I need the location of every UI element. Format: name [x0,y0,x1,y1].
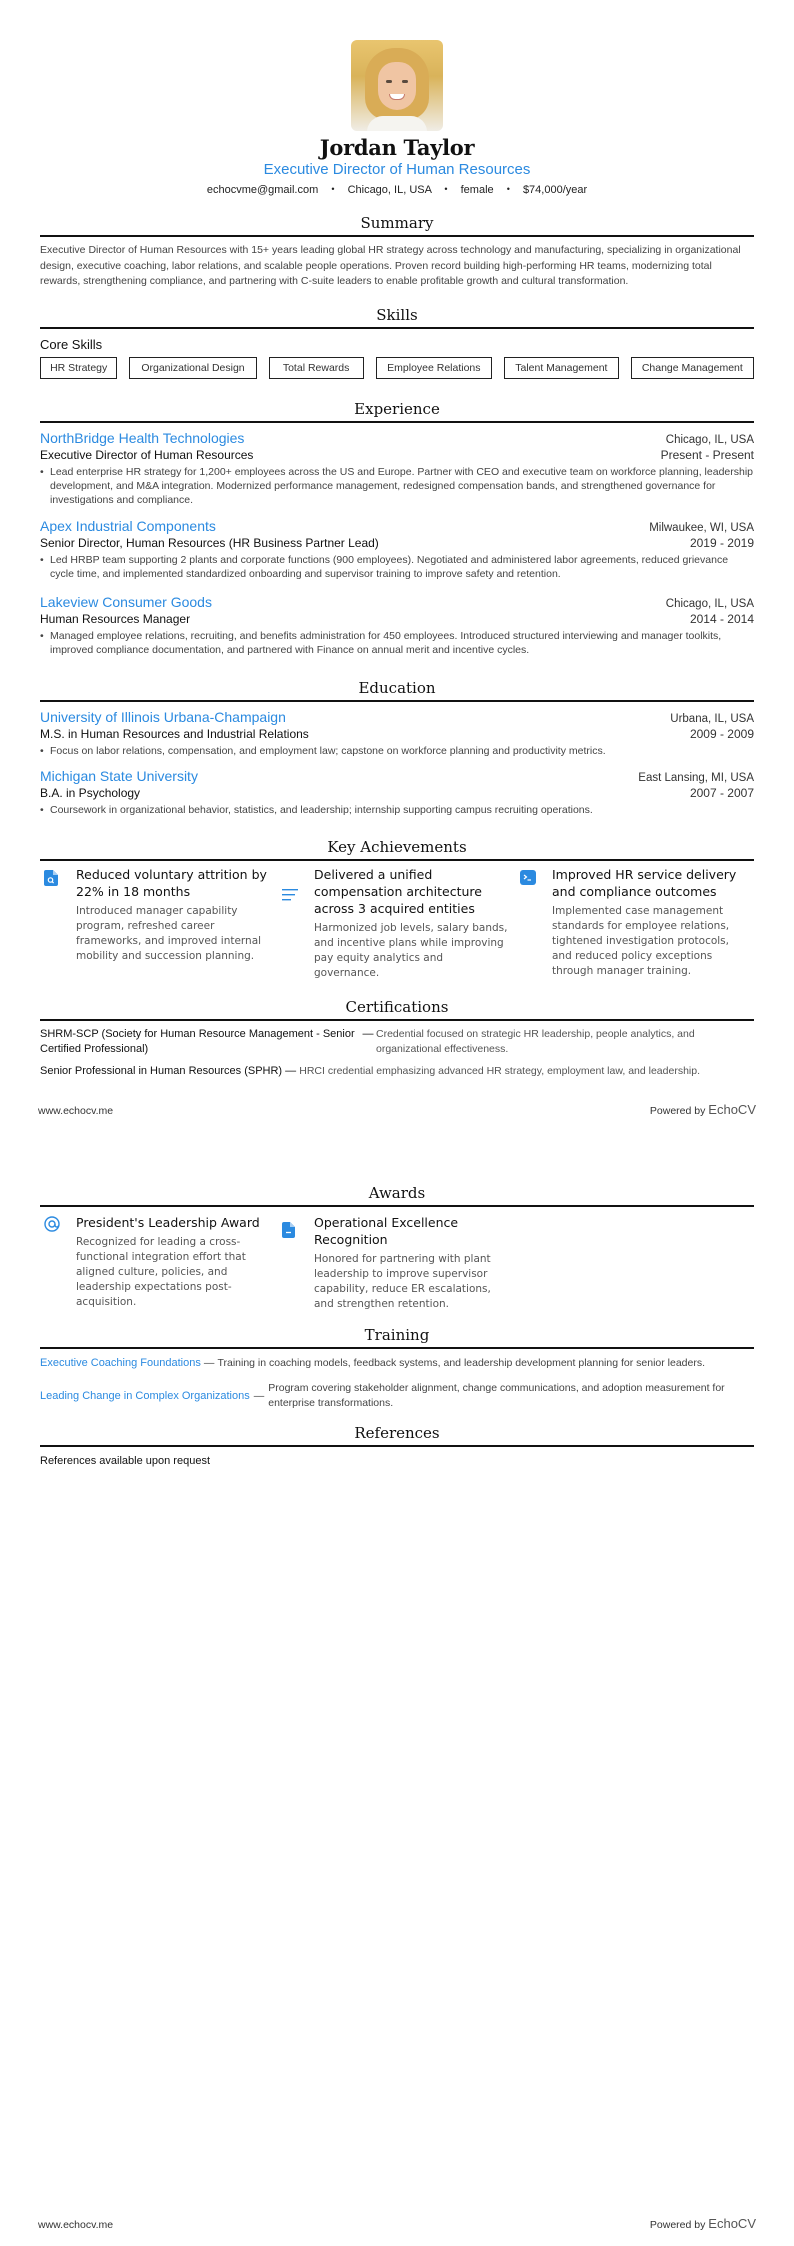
dash: — [203,1357,215,1369]
education-entry [40,768,754,817]
award-card [278,1214,516,1312]
dash: — [362,1028,374,1040]
awards-list [40,1214,754,1312]
bullet-icon: • [40,804,44,816]
award-desc: Honored for partnering with plant leadership to improve supervisor capability, reduce ER escalations, and strengthen retention. [314,1253,491,1310]
skill-chip: Total Rewards [269,357,364,379]
education-entry [40,709,754,758]
section-heading-skills: Skills [40,306,754,329]
achievement-card [516,866,754,981]
summary-text: Executive Director of Human Resources with 15+ years leading global HR strategy across technology and manufacturing, specializing in organizational design, executive coaching, labor relations, and scalable people operations. Proven record building high-performing HR teams, modernizing total rewards, strengthening compliance, and partnering with C-suite leaders to enable profitable growth and cultural transformation. [40,244,741,287]
footer-brand-link[interactable]: EchoCV [708,2216,756,2231]
separator-dot: • [331,184,335,194]
skill-chip: Talent Management [504,357,619,379]
job-location: Chicago, IL, USA [665,598,754,610]
company-name: Lakeview Consumer Goods [40,594,212,610]
terminal-icon [516,866,552,981]
section-heading-awards: Awards [40,1184,754,1207]
award-title: President's Leadership Award [76,1215,260,1230]
school-name: Michigan State University [40,768,198,784]
skills-group-label: Core Skills [40,337,103,352]
school-location: East Lansing, MI, USA [638,772,754,784]
file-search-icon [40,866,76,981]
footer-site-link[interactable]: www.echocv.me [38,2219,114,2231]
section-heading-summary: Summary [40,214,754,237]
job-location: Chicago, IL, USA [665,434,754,446]
skill-chip: Change Management [631,357,754,379]
candidate-name: Jordan Taylor [319,135,475,160]
profile-photo [351,40,443,131]
candidate-title: Executive Director of Human Resources [263,161,531,178]
contact-location: Chicago, IL, USA [347,184,432,196]
document-icon [278,1214,314,1312]
achievement-card [278,866,516,981]
job-bullet: • Managed employee relations, recruiting, and benefits administration for 450 employees. Introduced structured interviewing and manager toolkits, improved compliance documentation, and partnered with Finance on annual merit and incentive cycles. [40,630,722,656]
separator-dot: • [506,184,510,194]
job-dates: Present - Present [660,448,754,462]
section-heading-certifications: Certifications [40,998,754,1021]
award-desc: Recognized for leading a cross-functional integration effort that aligned culture, policies, and leadership expectations post-acquisition. [76,1236,246,1308]
achievement-desc: Introduced manager capability program, refreshed career frameworks, and improved internal mobility and succession planning. [76,905,262,962]
job-dates: 2014 - 2014 [689,612,754,626]
job-role: Executive Director of Human Resources [40,448,254,462]
achievement-title: Delivered a unified compensation architecture across 3 acquired entities [314,867,482,916]
certification-desc: HRCI credential emphasizing advanced HR strategy, employment law, and leadership. [299,1065,700,1077]
section-heading-achievements: Key Achievements [40,838,754,861]
company-name: NorthBridge Health Technologies [40,430,245,446]
degree: M.S. in Human Resources and Industrial Relations [40,727,309,741]
footer-site-link[interactable]: www.echocv.me [38,1105,114,1117]
achievement-card [40,866,278,981]
training-desc: Program covering stakeholder alignment, change communications, and adoption measurement for enterprise transformations. [268,1382,725,1409]
skills-chip-list [40,357,754,379]
lines-icon [278,866,314,981]
certification-desc: Credential focused on strategic HR leadership, people analytics, and organizational effectiveness. [376,1028,695,1055]
certification-name: Senior Professional in Human Resources (SPHR) [40,1065,283,1077]
bullet-icon: • [40,466,44,478]
contact-line [0,184,794,196]
resume-page-2 [0,1130,794,2246]
school-name: University of Illinois Urbana-Champaign [40,709,286,725]
dash: — [253,1389,265,1402]
bullet-icon: • [40,745,44,757]
job-bullet: • Lead enterprise HR strategy for 1,200+ employees across the US and Europe. Partner with CEO and executive team on workforce planning, leadership development, and M&A integration. Modernized performance management, redesigned compensation bands, and strengthened governance for investigations and compliance. [40,466,754,506]
skill-chip: Organizational Design [129,357,256,379]
achievement-title: Reduced voluntary attrition by 22% in 18 months [76,867,267,899]
certification-item [40,1027,754,1057]
bullet-icon: • [40,630,44,642]
references-text: References available upon request [40,1455,211,1467]
job-role: Senior Director, Human Resources (HR Business Partner Lead) [40,536,379,550]
contact-gender: female [460,184,494,196]
education-bullet: • Coursework in organizational behavior, statistics, and leadership; internship supporting campus recruiting operations. [40,804,593,816]
footer-brand-link[interactable]: EchoCV [708,1102,756,1117]
section-heading-training: Training [40,1326,754,1349]
skill-chip: Employee Relations [376,357,493,379]
section-heading-experience: Experience [40,400,754,423]
separator-dot: • [444,184,448,194]
footer-powered-by: Powered by EchoCV [649,1102,756,1117]
contact-salary: $74,000/year [522,184,588,196]
company-name: Apex Industrial Components [40,518,216,534]
experience-entry [40,430,754,507]
at-sign-icon [40,1214,76,1312]
training-name: Executive Coaching Foundations [40,1357,201,1369]
education-bullet: • Focus on labor relations, compensation, and employment law; capstone on workforce planning and productivity metrics. [40,745,606,757]
dash: — [285,1065,297,1077]
achievement-desc: Harmonized job levels, salary bands, and incentive plans while improving pay equity analytics and governance. [314,922,508,979]
bullet-icon: • [40,554,44,566]
job-bullet: • Led HRBP team supporting 2 plants and corporate functions (900 employees). Negotiated and administered labor agreements, reduced grievance cycle time, and implemented standardized onboarding and supervisor training to improve safety and retention. [40,554,729,580]
education-dates: 2009 - 2009 [689,727,754,741]
training-desc: Training in coaching models, feedback systems, and leadership development planning for senior leaders. [217,1357,706,1369]
achievement-title: Improved HR service delivery and compliance outcomes [552,867,737,899]
section-heading-education: Education [40,679,754,702]
certification-name: SHRM-SCP (Society for Human Resource Management - Senior Certified Professional) [40,1028,355,1055]
certification-item [40,1064,754,1079]
skills-group [40,337,754,379]
school-location: Urbana, IL, USA [670,713,754,725]
section-heading-references: References [40,1424,754,1447]
achievement-desc: Implemented case management standards for employee relations, tightened investigation protocols, and reduced policy exceptions through manager training. [552,905,730,977]
award-title: Operational Excellence Recognition [314,1215,459,1247]
degree: B.A. in Psychology [40,786,141,800]
achievements-list [40,866,754,981]
experience-entry [40,594,754,657]
job-role: Human Resources Manager [40,612,191,626]
award-card [40,1214,278,1312]
footer-powered-by: Powered by EchoCV [649,2216,756,2231]
training-item [40,1356,754,1371]
experience-entry [40,518,754,581]
job-location: Milwaukee, WI, USA [649,522,754,534]
job-dates: 2019 - 2019 [689,536,754,550]
skill-chip: HR Strategy [40,357,117,379]
training-name: Leading Change in Complex Organizations [40,1389,250,1402]
education-dates: 2007 - 2007 [689,786,754,800]
training-item [40,1381,754,1411]
contact-email[interactable]: echocvme@gmail.com [206,184,319,196]
